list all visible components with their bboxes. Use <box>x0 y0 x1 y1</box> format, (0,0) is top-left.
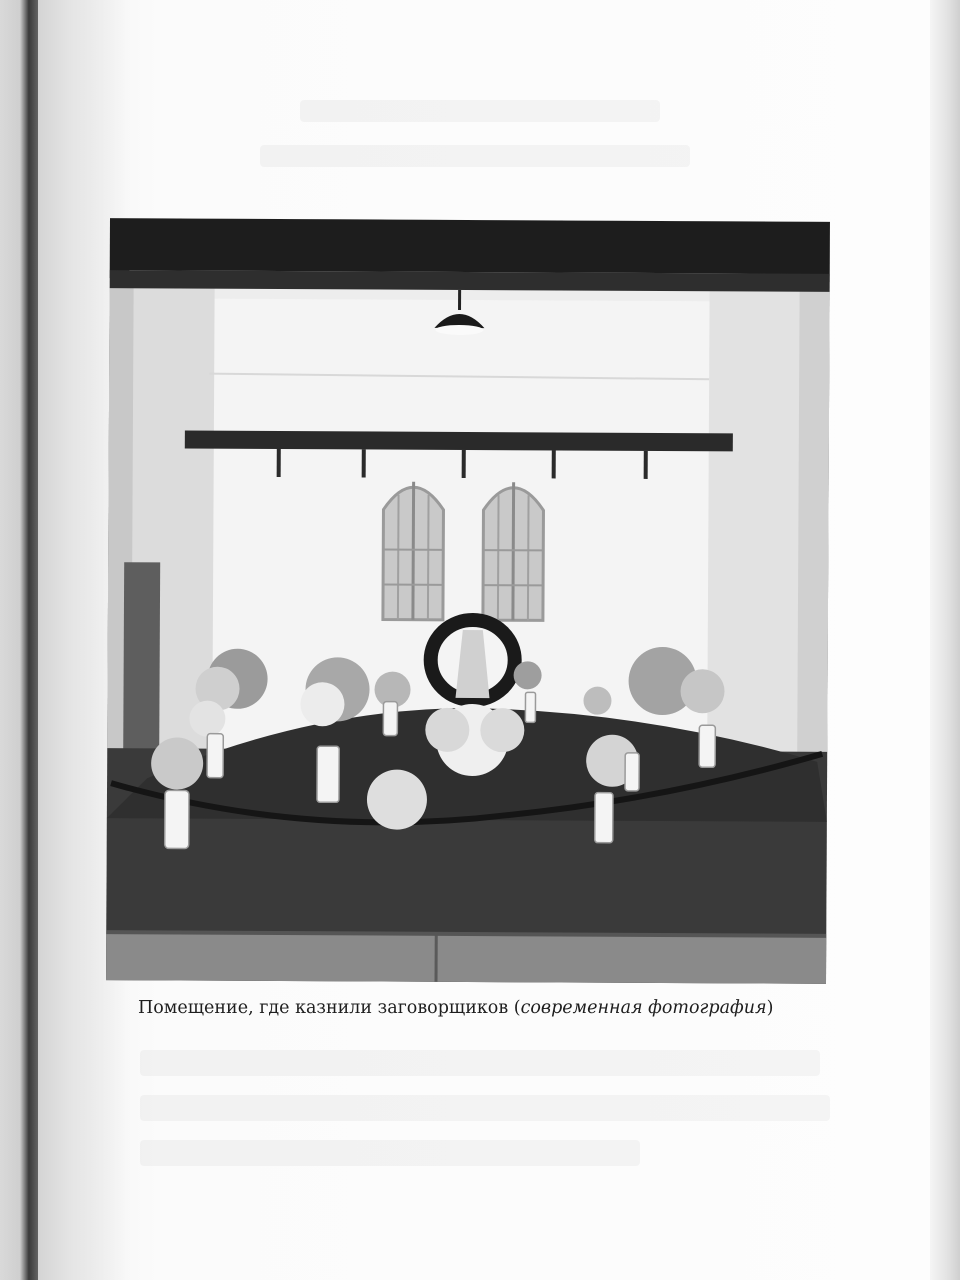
window-right <box>483 482 544 620</box>
photo-caption <box>138 998 818 1018</box>
door <box>123 562 160 772</box>
bleed-through-text <box>300 100 660 122</box>
bleed-through-text <box>140 1095 830 1121</box>
bleed-through-text <box>260 145 690 167</box>
book-spine-shadow <box>0 0 40 1280</box>
photograph <box>106 218 830 984</box>
caption-italic: современная фотография <box>520 998 767 1018</box>
floor-slab <box>106 933 826 984</box>
window-left <box>383 482 444 620</box>
execution-beam <box>185 431 733 452</box>
caption-close: ) <box>766 998 774 1018</box>
bleed-through-text <box>140 1050 820 1076</box>
photo-image <box>106 218 830 984</box>
page-edge <box>930 0 960 1280</box>
caption-main: Помещение, где казнили заговорщиков ( <box>138 998 521 1018</box>
bleed-through-text <box>140 1140 640 1166</box>
